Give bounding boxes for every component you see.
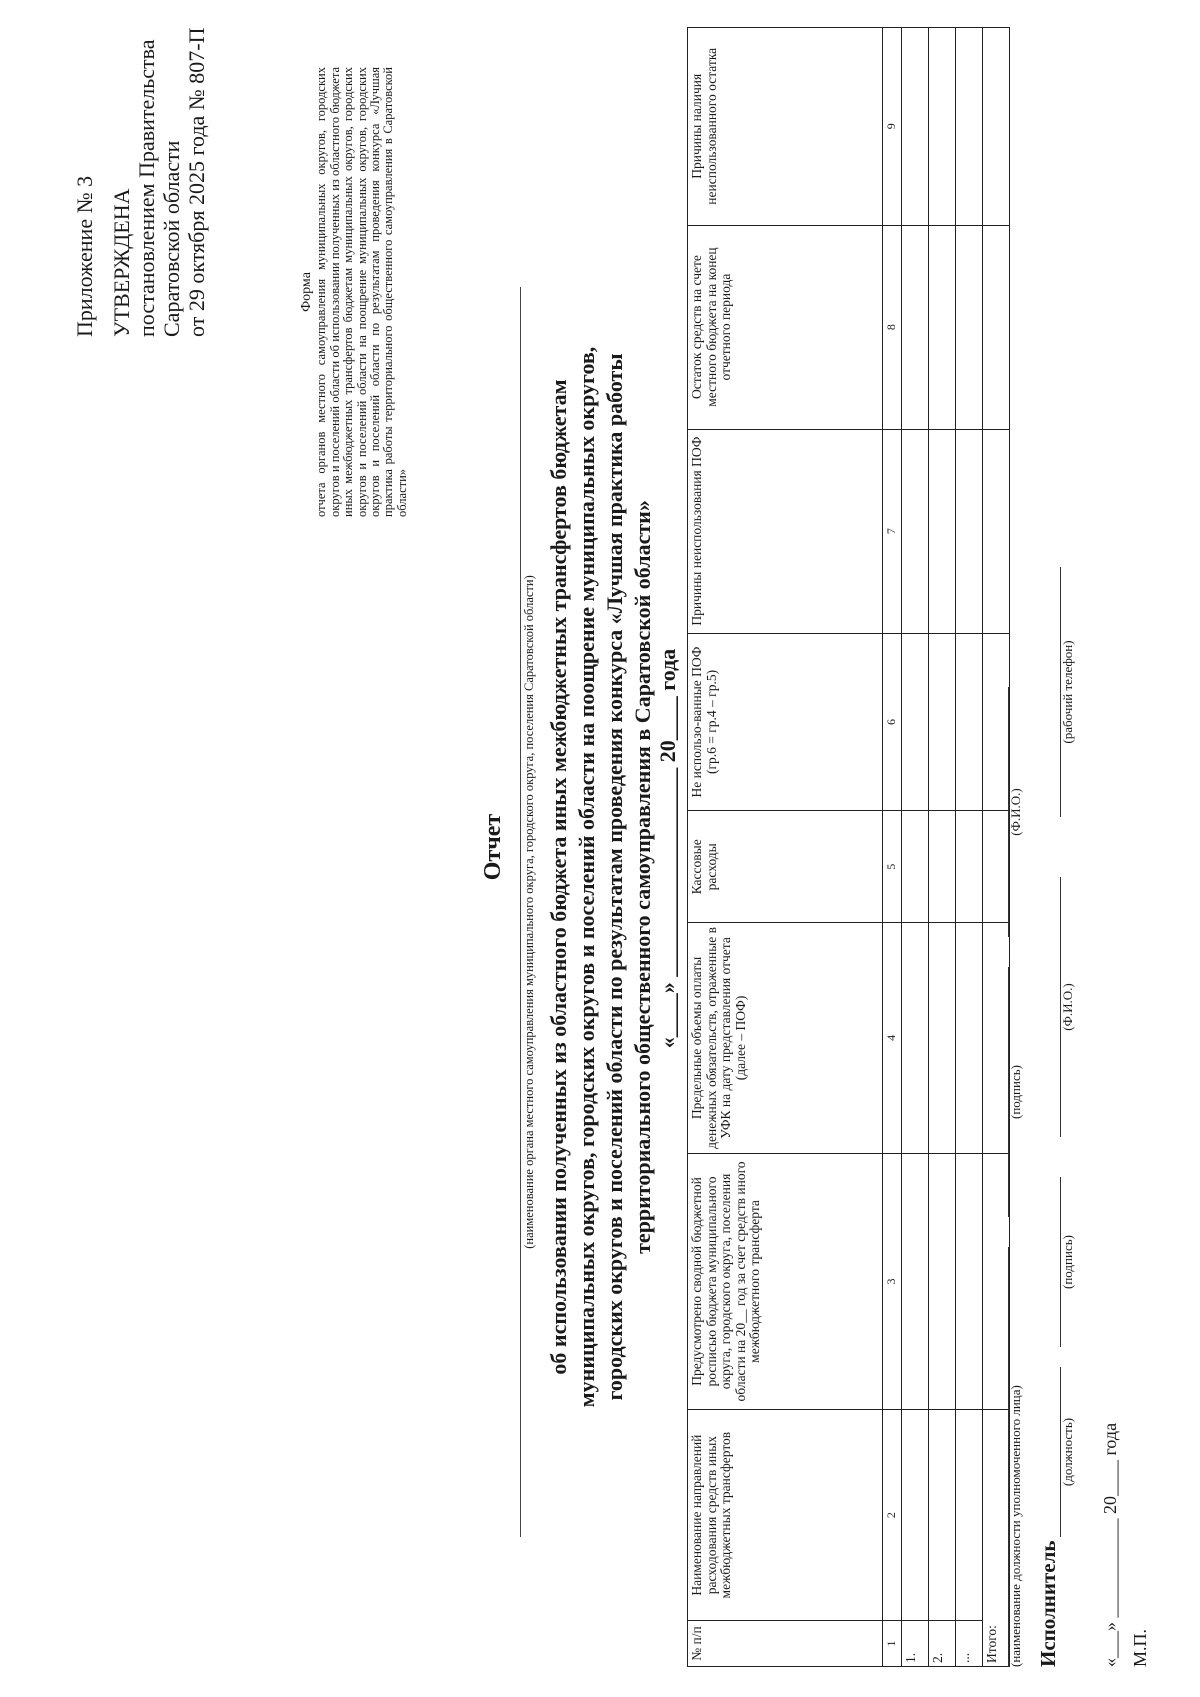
table-cell <box>956 28 983 226</box>
approved-label: УТВЕРЖДЕНА <box>109 188 134 337</box>
table-cell <box>902 429 929 633</box>
stamp-label: М.П. <box>1130 1628 1150 1667</box>
executor-label: Исполнитель <box>1036 1540 1060 1667</box>
table-cell <box>929 28 956 226</box>
table-cell <box>983 811 1010 923</box>
col-number: 2 <box>883 1410 902 1621</box>
org-name-caption: (наименование органа местного самоуправления муниципального округа, городского округа, поселения Саратовской области) <box>522 575 536 1249</box>
table-cell <box>929 1410 956 1621</box>
col-number: 7 <box>883 429 902 633</box>
row-number: ... <box>956 1620 983 1666</box>
table-cell <box>929 1153 956 1410</box>
report-date-line: «____» ___________________ 20____ года <box>655 648 680 1049</box>
org-name-line <box>520 287 521 1537</box>
table-header-row <box>688 28 883 1667</box>
position-caption: (наименование должности уполномоченного лица) <box>1008 1385 1023 1667</box>
approved-by-line: постановлением Правительства <box>134 39 159 337</box>
table-cell <box>956 1153 983 1410</box>
executor-fio-caption: (Ф.И.О.) <box>1060 983 1075 1031</box>
table-cell <box>983 429 1010 633</box>
report-subject-line-3: городских округов и поселений области по результатам проведения конкурса «Лучшая практика работы <box>602 353 627 1401</box>
total-row <box>983 28 1010 1667</box>
table-cell <box>902 225 929 429</box>
col-number: 1 <box>883 1620 902 1666</box>
table-cell <box>983 28 1010 226</box>
fio-caption: (Ф.И.О.) <box>1008 788 1023 836</box>
table-cell <box>929 923 956 1153</box>
table-cell <box>929 811 956 923</box>
report-subject <box>545 97 657 1657</box>
form-text: отчета органов местного самоуправления муниципальных округов, городских округов и поселений области об использовании полученных из областного бюджета иных межбюджетных трансфертов бюджетам муниципальных округов, городских округов и поселений области на поощрение муниципальных округов, городских округов и поселений области по результатам проведения конкурса «Лучшая практика работы территориального общественного самоуправления в Саратовской области» <box>314 67 409 517</box>
col-header-unused-pof: Не использо-ванные ПОФ (гр.6 = гр.4 – гр.5) <box>688 633 883 811</box>
table-cell <box>956 811 983 923</box>
table-cell <box>902 811 929 923</box>
report-subject-line-1: об использовании полученных из областного бюджета иных межбюджетных трансфертов бюджетам <box>546 379 571 1375</box>
executor-position-caption: (должность) <box>1060 1417 1075 1487</box>
table-cell <box>902 1153 929 1410</box>
col-number: 6 <box>883 633 902 811</box>
total-label: Итого: <box>983 1410 1010 1667</box>
table-cell <box>956 429 983 633</box>
col-header-pof: Предельные объемы оплаты денежных обязательств, отраженные в УФК на дату представления отчета (далее – ПОФ) <box>688 923 883 1153</box>
col-header-balance-reasons: Причины наличия неиспользованного остатка <box>688 28 883 226</box>
col-number: 9 <box>883 28 902 226</box>
col-number: 4 <box>883 923 902 1153</box>
document-title: Отчет <box>480 813 506 881</box>
form-label: Форма <box>299 272 314 312</box>
table-cell <box>929 633 956 811</box>
table-cell <box>929 429 956 633</box>
table-cell <box>929 225 956 429</box>
phone-caption: (рабочий телефон) <box>1060 640 1075 744</box>
table-cell <box>902 923 929 1153</box>
col-number: 3 <box>883 1153 902 1410</box>
appendix-number: Приложение № 3 <box>72 175 97 337</box>
approval-header <box>72 7 209 337</box>
signing-date: «___» ___________ 20____ года <box>1100 1422 1120 1667</box>
report-table <box>687 27 1010 1667</box>
col-number: 8 <box>883 225 902 429</box>
col-header-num: № п/п <box>688 1620 883 1666</box>
column-number-row <box>883 28 902 1667</box>
table-row <box>929 28 956 1667</box>
approved-region-line: Саратовской области <box>159 140 184 337</box>
table-cell <box>983 923 1010 1153</box>
col-header-planned: Предусмотрено сводной бюджетной росписью бюджета муниципального округа, городского округа, поселения области на 20__ год за счет средств иного межбюджетного трансферта <box>688 1153 883 1410</box>
table-row <box>902 28 929 1667</box>
signature-caption: (подпись) <box>1008 1065 1023 1119</box>
table-cell <box>956 1410 983 1621</box>
table-cell <box>956 633 983 811</box>
col-header-unused-reasons: Причины неиспользования ПОФ <box>688 429 883 633</box>
table-cell <box>902 1410 929 1621</box>
row-number: 2. <box>929 1620 956 1666</box>
col-header-cash: Кассовые расходы <box>688 811 883 923</box>
form-description <box>300 67 409 517</box>
table-cell <box>983 1153 1010 1410</box>
col-number: 5 <box>883 811 902 923</box>
table-cell <box>983 225 1010 429</box>
table-cell <box>956 923 983 1153</box>
col-header-direction: Наименование направлений расходования средств иных межбюджетных трансфертов <box>688 1410 883 1621</box>
table-row <box>956 28 983 1667</box>
report-subject-line-2: муниципальных округов, городских округов и поселений области на поощрение муниципальных округов, <box>574 346 599 1408</box>
report-subject-line-4: территориального общественного самоуправления в Саратовской области» <box>630 500 655 1254</box>
table-cell <box>902 28 929 226</box>
table-cell <box>902 633 929 811</box>
approved-date-line: от 29 октября 2025 года № 807-П <box>184 27 209 337</box>
executor-signature-caption: (подпись) <box>1060 1235 1075 1289</box>
table-cell <box>983 633 1010 811</box>
table-cell <box>956 225 983 429</box>
row-number: 1. <box>902 1620 929 1666</box>
col-header-balance: Остаток средств на счете местного бюджета на конец отчетного периода <box>688 225 883 429</box>
